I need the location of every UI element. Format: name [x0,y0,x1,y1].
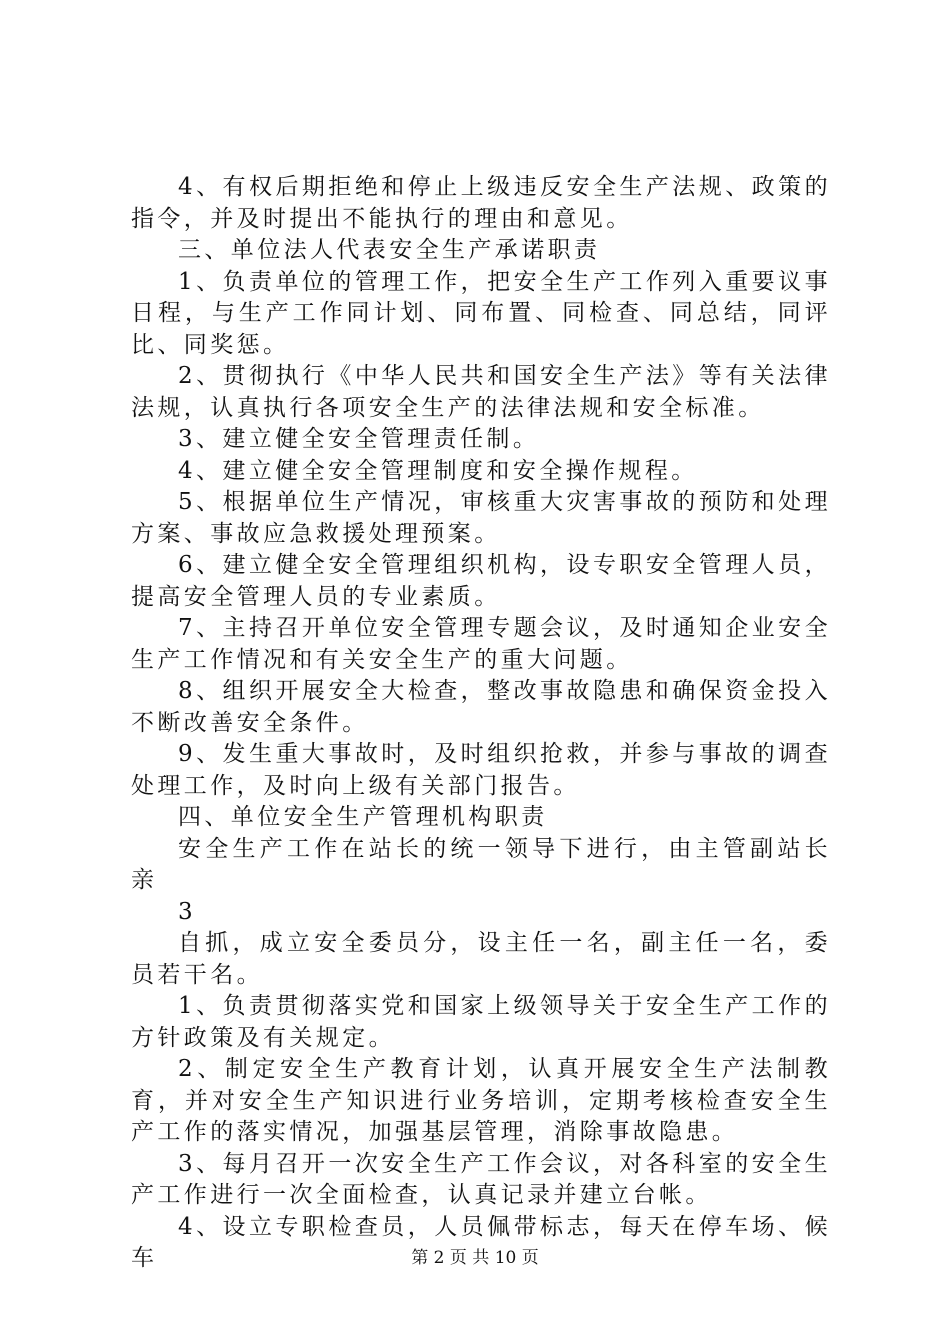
inline-page-number: 3 [178,898,193,925]
paragraph: 2、制定安全生产教育计划，认真开展安全生产法制教育，并对安全生产知识进行业务培训，定期考核检查安全生产工作的落实情况，加强基层管理，消除事故隐患。 [131,1056,831,1145]
paragraph: 4、有权后期拒绝和停止上级违反安全生产法规、政策的指令，并及时提出不能执行的理由和意见。 [131,174,831,232]
paragraph: 4、设立专职检查员，人员佩带标志，每天在停车场、候车 [131,1213,831,1271]
paragraph: 6、建立健全安全管理组织机构，设专职安全管理人员，提高安全管理人员的专业素质。 [131,552,831,610]
page-footer: 第 2 页 共 10 页 [411,1248,539,1268]
paragraph: 自抓，成立安全委员分，设主任一名，副主任一名，委员若干名。 [131,930,831,988]
paragraph: 1、负责贯彻落实党和国家上级领导关于安全生产工作的方针政策及有关规定。 [131,993,831,1051]
paragraph: 2、贯彻执行《中华人民共和国安全生产法》等有关法律法规，认真执行各项安全生产的法律法规和安全标准。 [131,363,831,421]
paragraph: 9、发生重大事故时，及时组织抢救，并参与事故的调查处理工作，及时向上级有关部门报告。 [131,741,831,799]
section-heading-3: 三、单位法人代表安全生产承诺职责 [178,237,601,263]
paragraph: 8、组织开展安全大检查，整改事故隐患和确保资金投入不断改善安全条件。 [131,678,831,736]
paragraph: 4、建立健全安全管理制度和安全操作规程。 [178,457,698,484]
paragraph: 5、根据单位生产情况，审核重大灾害事故的预防和处理方案、事故应急救援处理预案。 [131,489,831,547]
section-heading-4: 四、单位安全生产管理机构职责 [178,804,548,830]
paragraph: 7、主持召开单位安全管理专题会议，及时通知企业安全生产工作情况和有关安全生产的重大问题。 [131,615,831,673]
paragraph: 安全生产工作在站长的统一领导下进行，由主管副站长亲 [131,835,831,893]
document-body [131,172,831,1275]
paragraph: 3、建立健全安全管理责任制。 [178,426,540,452]
paragraph: 1、负责单位的管理工作，把安全生产工作列入重要议事日程，与生产工作同计划、同布置、同检查、同总结，同评比、同奖惩。 [131,268,831,358]
paragraph: 3、每月召开一次安全生产工作会议，对各科室的安全生产工作进行一次全面检查，认真记录并建立台帐。 [131,1150,831,1208]
